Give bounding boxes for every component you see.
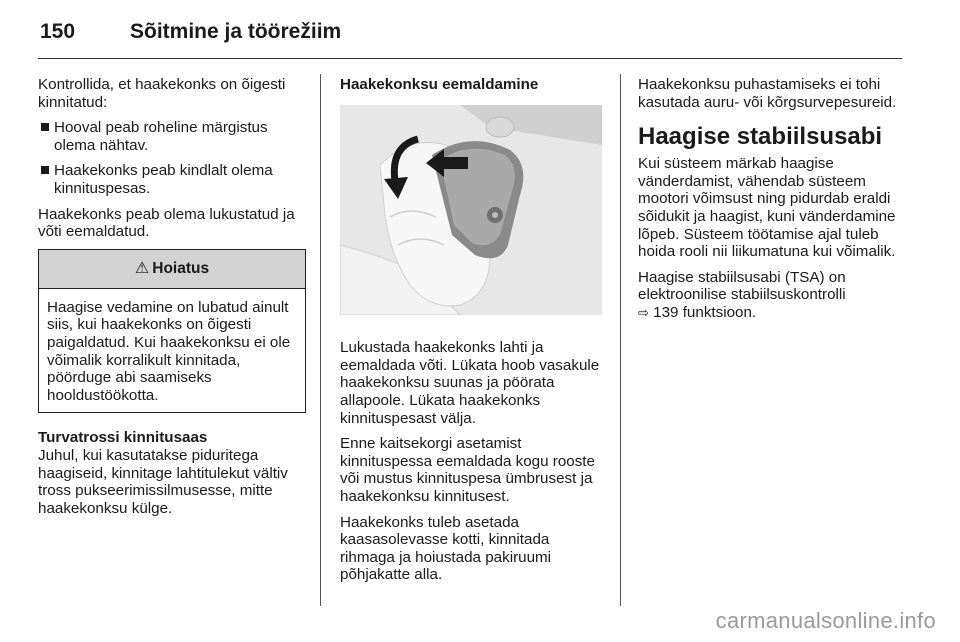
- removal-paragraph-3: Haakekonks tuleb asetada kaasasolevasse kotti, kinnitada rihmaga ja hoiustada pakiruumi põhjakatte alla.: [340, 513, 552, 584]
- tsa-paragraph-1: Kui süsteem märkab haagise vänderdamist, vähendab süsteem mootori võimsust ning pidurdab eraldi sõidukit ja haagist, kuni vänderdamine lõpeb. Süsteem töötamise ajal tuleb hoida rooli nii liikumatuna kui võimalik.: [638, 155, 896, 261]
- column-3: [638, 76, 902, 330]
- tsa-paragraph-2: [638, 269, 902, 322]
- bullet-item: [38, 119, 306, 154]
- bullet-square-icon: [41, 166, 49, 174]
- warning-header: [39, 250, 305, 289]
- column-2: [340, 76, 606, 592]
- safety-loop-text: Juhul, kui kasutatakse piduritega haagiseid, kinnitage lahtitulekut vältiv tross pukseerimissilmusesse, mitte haakekonksu külge.: [38, 446, 288, 517]
- page-reference-link[interactable]: 139 funktsioon.: [653, 303, 757, 321]
- hand-releasing-tow-hook-illustration: [340, 105, 602, 315]
- bullet-item: [38, 162, 306, 197]
- bullet-text: Hooval peab roheline märgistus olema nähtav.: [54, 119, 268, 154]
- page-header: [38, 14, 902, 60]
- column-divider-1: [320, 74, 321, 606]
- column-divider-2: [620, 74, 621, 606]
- bullet-square-icon: [41, 123, 49, 131]
- section-title: Haagise stabiilsusabi: [638, 123, 883, 151]
- column-1: [38, 76, 306, 525]
- page-title: Sõitmine ja töörežiim: [130, 20, 342, 43]
- warning-triangle-icon: ⚠: [134, 259, 150, 277]
- watermark: carmanualsonline.info: [715, 608, 936, 633]
- header-divider: [38, 58, 902, 59]
- removal-heading: Haakekonksu eemaldamine: [340, 76, 539, 93]
- intro-paragraph: Kontrollida, et haakekonks on õigesti kinnitatud:: [38, 76, 286, 111]
- warning-text: Haagise vedamine on lubatud ainult siis, kui haakekonks on õigesti paigaldatud. Kui haakekonksu ei ole võimalik korralikult kinnitada, pöörduge abi saamiseks hooldustöökotta.: [47, 298, 291, 404]
- removal-paragraph-2: Enne kaitsekorgi asetamist kinnituspessa eemaldada kogu rooste või mustus kinnituspesa ümbrusest ja haakekonksu kinnitusest.: [340, 435, 595, 505]
- page-number: 150: [40, 20, 76, 43]
- removal-paragraph-1: Lukustada haakekonks lahti ja eemaldada võti. Lükata hoob vasakule haakekonksu suunas ja pöörata allapoole. Lükata haakekonks kinnituspesast välja.: [340, 339, 600, 427]
- warning-title: Hoiatus: [152, 259, 210, 277]
- warning-box: [38, 249, 306, 414]
- bullet-text: Haakekonks peab kindlalt olema kinnituspesas.: [54, 162, 273, 197]
- lock-note: Haakekonks peab olema lukustatud ja võti eemaldatud.: [38, 205, 295, 241]
- safety-loop-heading: Turvatrossi kinnitusaas: [38, 429, 208, 447]
- tsa-paragraph-2-text: Haagise stabiilsusabi (TSA) on elektroonilise stabiilsuskontrolli: [638, 268, 846, 304]
- page-reference-arrow-icon: ⇨: [638, 304, 649, 320]
- cleaning-note: Haakekonksu puhastamiseks ei tohi kasutada auru- või kõrgsurvepesureid.: [638, 76, 897, 111]
